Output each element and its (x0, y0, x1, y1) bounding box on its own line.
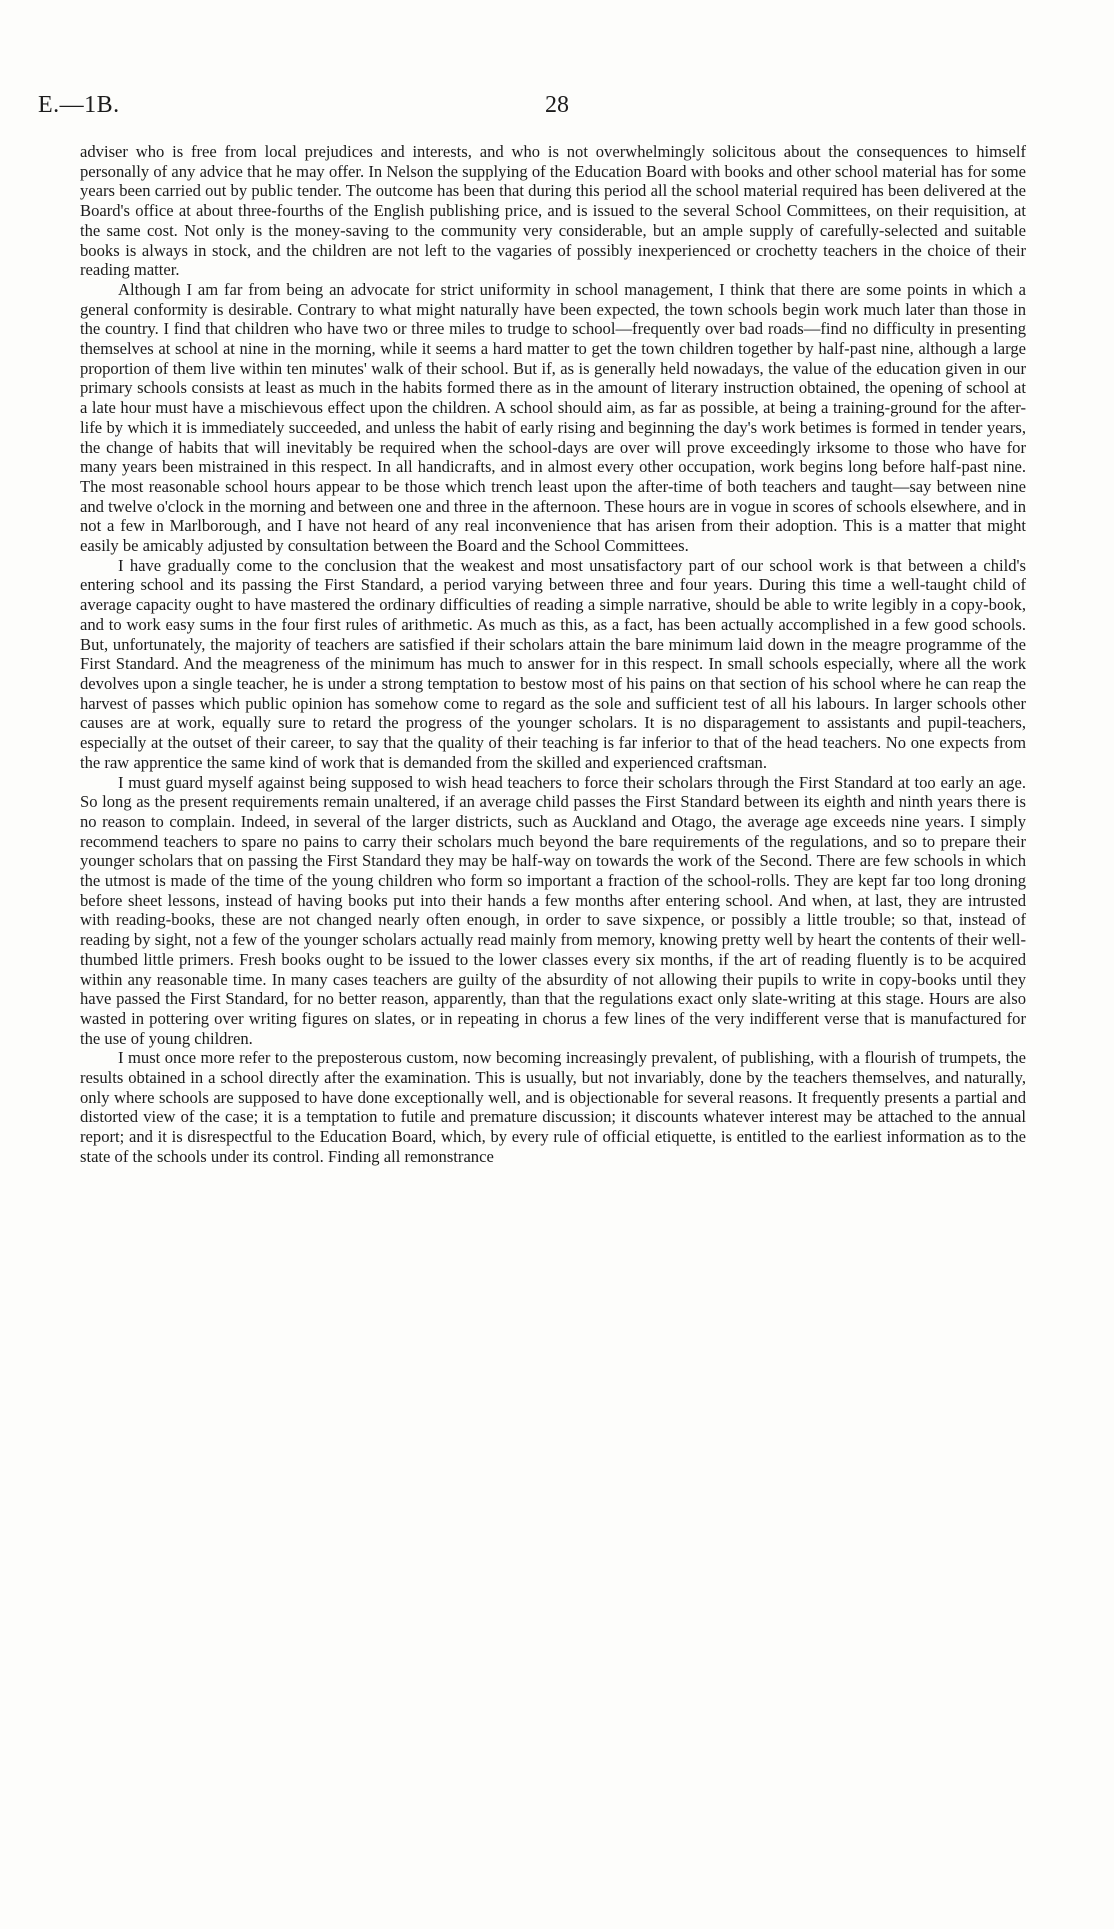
paragraph-continued: adviser who is free from local prejudices and interests, and who is not overwhelmingly solicitous about the consequences to himself personally of any advice that he may offer. In Nelson the supplying of the Education Board with books and other school material has for some years been carried out by public tender. The outcome has been that during this period all the school material required has been delivered at the Board's office at about three-fourths of the English publishing price, and is issued to the several School Committees, on their requisition, at the same cost. Not only is the money-saving to the community very considerable, but an ample supply of carefully-selected and suitable books is always in stock, and the children are not left to the vagaries of possibly inexperienced or crochetty teachers in the choice of their reading matter. (80, 142, 1026, 280)
paragraph-head-teachers: I must guard myself against being supposed to wish head teachers to force their scholars through the First Standard at too early an age. So long as the present requirements remain unaltered, if an average child passes the First Standard between its eighth and ninth years there is no reason to complain. Indeed, in several of the larger districts, such as Auckland and Otago, the average age exceeds nine years. I simply recommend teachers to spare no pains to carry their scholars much beyond the bare requirements of the regulations, and so to prepare their younger scholars that on passing the First Standard they may be half-way on towards the work of the Second. There are few schools in which the utmost is made of the time of the young children who form so important a fraction of the school-rolls. They are kept far too long droning before sheet lessons, instead of having books put into their hands a few months after entering school. And when, at last, they are intrusted with reading-books, these are not changed nearly often enough, in order to save sixpence, or possibly a little trouble; so that, instead of reading by sight, not a few of the younger scholars actually read mainly from memory, knowing pretty well by heart the contents of their well-thumbed little primers. Fresh books ought to be issued to the lower classes every six months, if the art of reading fluently is to be acquired within any reasonable time. In many cases teachers are guilty of the absurdity of not allowing their pupils to write in copy-books until they have passed the First Standard, for no better reason, apparently, than that the regulations exact only slate-writing at this stage. Hours are also wasted in pottering over writing figures on slates, or in repeating in chorus a few lines of the very indifferent verse that is manufactured for the use of young children. (80, 772, 1026, 1048)
page-header (38, 92, 1076, 132)
body-text (80, 142, 1026, 1167)
document-reference: E.—1B. (38, 92, 120, 118)
paragraph-publishing-results: I must once more refer to the preposterous custom, now becoming increasingly prevalent, of publishing, with a flourish of trumpets, the results obtained in a school directly after the examination. This is usually, but not invariably, done by the teachers themselves, and naturally, only where schools are supposed to have done exceptionally well, and is objectionable for several reasons. It frequently presents a partial and distorted view of the case; it is a temptation to futile and premature discussion; it discounts whatever interest may be attached to the annual report; and it is disrespectful to the Education Board, which, by every rule of official etiquette, is entitled to the earliest information as to the state of the schools under its control. Finding all remonstrance (80, 1048, 1026, 1166)
paragraph-first-standard: I have gradually come to the conclusion that the weakest and most unsatisfactory part of our school work is that between a child's entering school and its passing the First Standard, a period varying between three and four years. During this time a well-taught child of average capacity ought to have mastered the ordinary difficulties of reading a simple narrative, should be able to write legibly in a copy-book, and to work easy sums in the four first rules of arithmetic. As much as this, as a fact, has been actually accomplished in a few good schools. But, unfortunately, the majority of teachers are satisfied if their scholars attain the bare minimum laid down in the meagre programme of the First Standard. And the meagreness of the minimum has much to answer for in this respect. In small schools especially, where all the work devolves upon a single teacher, he is under a strong temptation to bestow most of his pains on that section of his school where he can reap the harvest of passes which public opinion has somehow come to regard as the sole and sufficient test of all his labours. In larger schools other causes are at work, equally sure to retard the progress of the younger scholars. It is no disparagement to assistants and pupil-teachers, especially at the outset of their career, to say that the quality of their teaching is far inferior to that of the head teachers. No one expects from the raw apprentice the same kind of work that is demanded from the skilled and experienced craftsman. (80, 555, 1026, 772)
paragraph-school-hours: Although I am far from being an advocate for strict uniformity in school management, I think that there are some points in which a general conformity is desirable. Contrary to what might naturally have been expected, the town schools begin work much later than those in the country. I find that children who have two or three miles to trudge to school—frequently over bad roads—find no difficulty in presenting themselves at school at nine in the morning, while it seems a hard matter to get the town children together by half-past nine, although a large proportion of them live within ten minutes' walk of their school. But if, as is generally held nowadays, the value of the education given in our primary schools consists at least as much in the habits formed there as in the amount of literary instruction obtained, the opening of school at a late hour must have a mischievous effect upon the children. A school should aim, as far as possible, at being a training-ground for the after-life by which it is immediately succeeded, and unless the habit of early rising and beginning the day's work betimes is formed in tender years, the change of habits that will inevitably be required when the school-days are over will prove exceedingly irksome to those who have for many years been mistrained in this respect. In all handicrafts, and in almost every other occupation, work begins long before half-past nine. The most reasonable school hours appear to be those which trench least upon the after-time of both teachers and taught—say between nine and twelve o'clock in the morning and between one and three in the afternoon. These hours are in vogue in scores of schools elsewhere, and in not a few in Marlborough, and I have not heard of any real inconvenience that has arisen from their adoption. This is a matter that might easily be amicably adjusted by consultation between the Board and the School Committees. (80, 279, 1026, 556)
page-number: 28 (545, 92, 569, 118)
